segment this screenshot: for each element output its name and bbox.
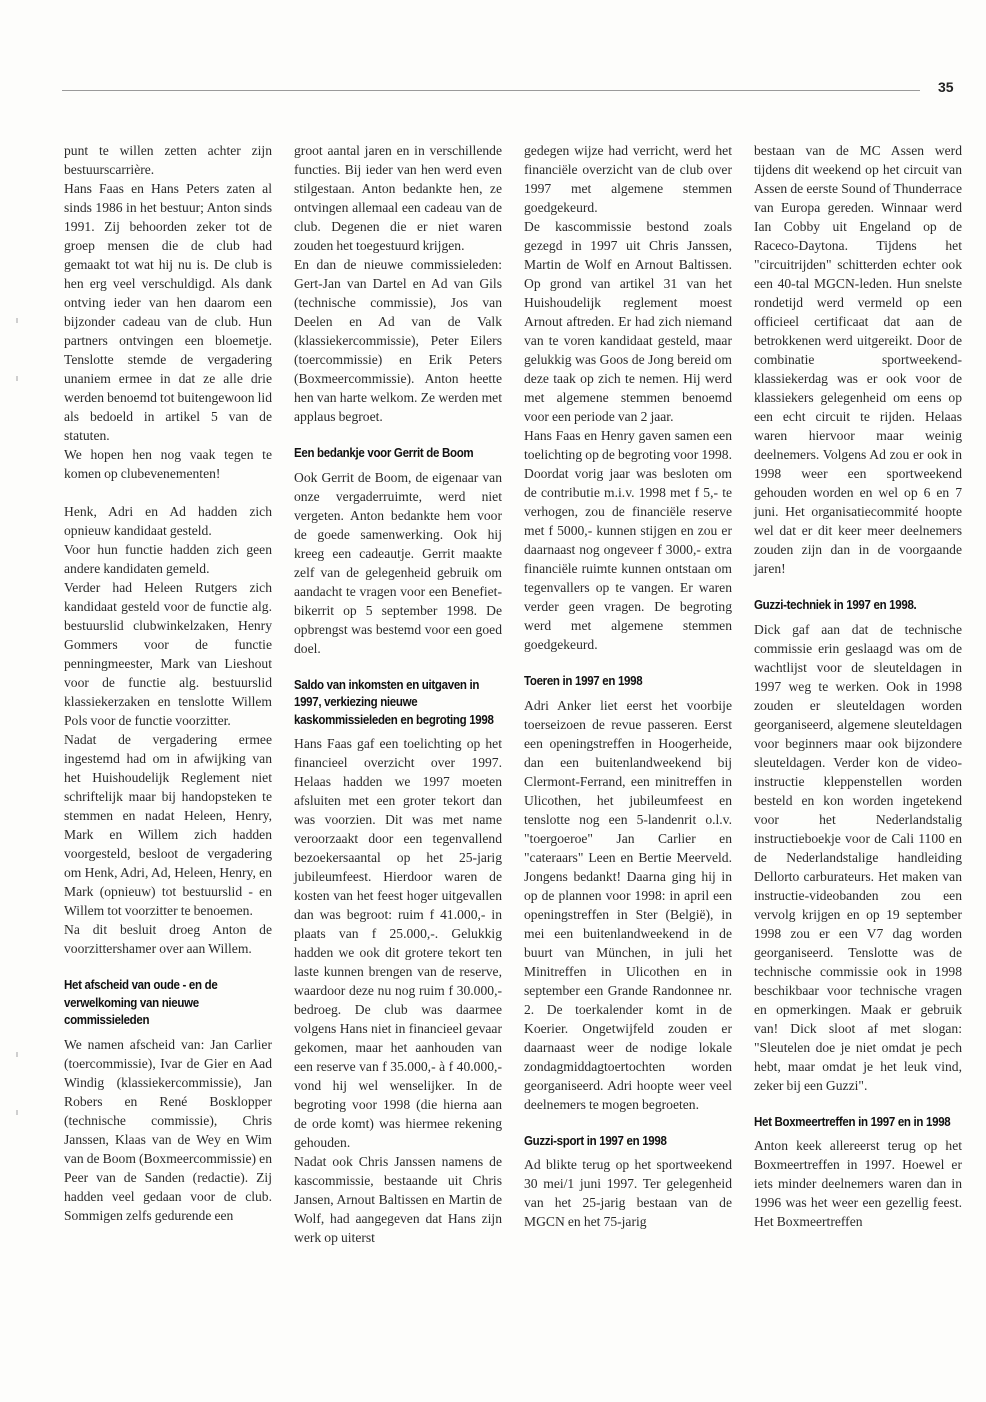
section-heading: Guzzi-sport in 1997 en 1998 <box>524 1132 667 1148</box>
paragraph: Hans Faas en Henry gaven samen een toelichting op de begroting voor 1998. Doordat vorig jaar was besloten om de contributie m.i.v. 1998 met f 5,- te verhogen, zou de financiële reserve met f 5000,- kunnen stijgen en zou er daarnaast nog ongeveer f 3000,- extra financiële ruimte kunnen ontstaan om tegenvallers op te vangen. Er waren verder geen vragen. De begroting werd met algemene stemmen goedgekeurd. <box>524 428 732 652</box>
margin-mark <box>16 1052 18 1057</box>
margin-mark <box>16 318 18 323</box>
paragraph: We hopen hen nog vaak tegen te komen op clubevenementen! <box>64 447 272 481</box>
paragraph: Voor hun functie hadden zich geen andere kandidaten gemeld. <box>64 542 272 576</box>
paragraph: gedegen wijze had verricht, werd het financiële overzicht van de club over 1997 met algemene stemmen goedgekeurd. <box>524 143 732 215</box>
paragraph: Na dit besluit droeg Anton de voorzittershamer over aan Willem. <box>64 922 272 956</box>
section-heading: Guzzi-techniek in 1997 en 1998. <box>754 597 917 612</box>
text-column-3 <box>524 141 732 1231</box>
paragraph: bestaan van de MC Assen werd tijdens dit weekend op het circuit van Assen de eerste Sound of Thunderrace van Europa gereden. Winnaar werd Ian Cobby uit Engeland op de Raceco-Daytona. Tijdens het "circuitrijden" schitterden echter ook een 40-tal MGCN-leden. Hun snelste rondetijd werd vermeld op een officieel certificaat dat aan de betrokkenen werd uitgereikt. Door de combinatie sportweekend-klassiekerdag was er ook voor de klassiekers gelegenheid om eens op een echt circuit te rijden. Helaas waren hiervoor maar weinig deelnemers. Volgens Ad zou er ook in 1998 weer een sportweekend gehouden worden en wel op 6 en 7 juni. Het organisatiecommité hoopte wel dat er dit keer meer deelnemers zouden zijn dan in de voorgaande jaren! <box>754 143 962 576</box>
page-number: 35 <box>938 79 954 95</box>
paragraph: Anton keek allereerst terug op het Boxmeertreffen in 1997. Hoewel er iets minder deelnemers waren dan in 1996 was het weer een gezellig feest. Het Boxmeertreffen <box>754 1138 962 1229</box>
paragraph: Henk, Adri en Ad hadden zich opnieuw kandidaat gesteld. <box>64 504 272 538</box>
paragraph: Nadat ook Chris Janssen namens de kascommissie, bestaande uit Chris Jansen, Arnout Baltissen en Martin de Wolf, had aangegeven dat Hans zijn werk op uiterst <box>294 1154 502 1245</box>
paragraph: We namen afscheid van: Jan Carlier (toercommissie), Ivar de Gier en Aad Windig (klassiekercommissie), Jan Robers en René Bosklopper (technische commissie), Chris Janssen, Klaas van de Wey en Wim van de Boom (Boxmeercommissie) en Peer van de Sanden (redactie). Zij hadden veel gedaan voor de club. Sommigen zelfs gedurende een <box>64 1036 272 1223</box>
section-heading: Het afscheid van oude - en de verwelkoming van nieuwe commissieleden <box>64 977 218 1027</box>
paragraph: Verder had Heleen Rutgers zich kandidaat gesteld voor de functie alg. bestuurslid clubwinkelzaken, Henry Gommers voor de functie penningmeester, Mark van Lieshout voor de functie alg. bestuurslid klassiekerzaken en tenslotte Willem Pols voor de functie voorzitter. <box>64 580 272 728</box>
section-heading: Toeren in 1997 en 1998 <box>524 673 643 688</box>
margin-mark <box>16 1110 18 1115</box>
margin-mark <box>16 376 18 381</box>
paragraph: Hans Faas gaf een toelichting op het financieel overzicht over 1997. Helaas hadden we 1997 moeten afsluiten met een groter tekort dan was voorzien. Dit was met name veroorzaakt door een tegenvallend bezoekersaantal op het 25-jarig jubileumfeest. Hierdoor waren de kosten van het feest hoger uitgevallen dan was begroot: ruim f 41.000,- in plaats van f 25.000,-. Gelukkig hadden we ook dit grotere tekort ten laste kunnen brengen van de reserve, waardoor deze nu nog ruim f 30.000,- bedroeg. De club was daarmee volgens Hans niet in financieel gevaar gekomen, maar het aanhouden van een reserve van f 35.000,- à f 40.000,- vond hij wel wenselijker. In de begroting voor 1998 (die hierna aan de orde komt) was hiermee rekening gehouden. <box>294 736 502 1150</box>
paragraph: punt te willen zetten achter zijn bestuurscarrière. <box>64 143 272 177</box>
section-heading: Het Boxmeertreffen in 1997 en in 1998 <box>754 1113 951 1129</box>
paragraph: En dan de nieuwe commissieleden: Gert-Jan van Dartel en Ad van Gils (technische commissie), Jos van Deelen en Ad van de Valk (klassiekercommissie), Peter Eilers (toercommissie) en Erik Peters (Boxmeercommissie). Anton heette hen van harte welkom. Ze werden met applaus begroet. <box>294 257 502 424</box>
paragraph: groot aantal jaren en in verschillende functies. Bij ieder van hen werd even stilgestaan. Anton bedankte hen, ze ontvingen allemaal een cadeau van de club. Degenen die er niet waren zouden het toegestuurd krijgen. <box>294 143 502 253</box>
section-heading: Een bedankje voor Gerrit de Boom <box>294 445 474 460</box>
header-rule <box>62 90 920 91</box>
paragraph: Dick gaf aan dat de technische commissie erin geslaagd was om de wachtlijst voor de sleuteldagen in 1997 weg te werken. Ook in 1998 zouden er sleuteldagen worden georganiseerd, algemene sleuteldagen voor beginners maar ook bijzondere sleuteldagen. Verder kon de video-instructie kleppenstellen worden besteld en kon worden ingetekend voor het Nederlandstalig instructieboekje voor de Cali 1100 en de Nederlandstalige handleiding Dellorto carburateurs. Het maken van instructie-videobanden zou een vervolg krijgen en op 19 september 1998 zou er een V7 dag worden georganiseerd. Tenslotte was de technische commissie ook in 1998 beschikbaar voor technische vragen en opmerkingen. Maak er gebruik van! Dick sloot af met slogan: "Sleutelen doe je niet omdat je pech hebt, maar omdat je het leuk vind, zeker bij een Guzzi". <box>754 621 962 1093</box>
paragraph: Ook Gerrit de Boom, de eigenaar van onze vergaderruimte, werd niet vergeten. Anton bedankte hem voor de goede samenwerking. Ook hij kreeg een cadeautje. Gerrit maakte zelf van de gelegenheid gebruik om aandacht te vragen voor een Benefiet-bikerrit op 5 september 1998. De opbrengst was bestemd voor een goed doel. <box>294 469 502 656</box>
section-heading: Saldo van inkomsten en uitgaven in 1997, verkiezing nieuwe kaskommissieleden en begroting 1998 <box>294 676 494 727</box>
paragraph: Adri Anker liet eerst het voorbije toerseizoen de revue passeren. Eerst een openingstreffen in Hoogerheide, dan een buitenlandweekend bij Clermont-Ferrand, een minitreffen in Ulicothen, het jubileumfeest en tenslotte nog een 5-landenrit o.l.v. "toergoeroe" Jan Carlier en "cateraars" Leen en Bertie Meerveld. Jongens bedankt! Daarna ging hij in op de plannen voor 1998: in april een openingstreffen in Ster (België), in mei een buitenlandweekend in de buurt van München, in juli het Minitreffen in Ulicothen en in september een Grande Randonnee nr. 2. De toerkalender komt in de Koerier. Ongetwijfeld zouden er daarnaast weer de nodige lokale zondagmiddagtoertochten worden georganiseerd. Adri hoopte weer veel deelnemers te mogen begroeten. <box>524 697 732 1112</box>
paragraph: Ad blikte terug op het sportweekend 30 mei/1 juni 1997. Ter gelegenheid van het 25-jarig bestaan van de MGCN en het 75-jarig <box>524 1157 732 1229</box>
text-column-4 <box>754 141 962 1231</box>
paragraph: Nadat de vergadering ermee ingestemd had om in afwijking van het Huishoudelijk Reglement niet schriftelijk maar bij handopsteken te stemmen en nadat Heleen, Henry, Mark en Willem zich hadden voorgesteld, besloot de vergadering om Henk, Adri, Ad, Heleen, Henry, en Mark (opnieuw) tot bestuurslid - en Willem tot voorzitter te benoemen. <box>64 732 272 918</box>
text-column-2 <box>294 141 502 1247</box>
paragraph: De kascommissie bestond zoals gezegd in 1997 uit Chris Janssen, Martin de Wolf en Arnout Baltissen. Op grond van artikel 31 van het Huishoudelijk reglement moest Arnout aftreden. Er had zich niemand van te voren kandidaat gesteld, maar gelukkig was Goos de Jong bereid om deze taak op zich te nemen. Hij werd met algemene stemmen benoemd voor een periode van 2 jaar. <box>524 219 732 424</box>
text-column-1 <box>64 141 272 1225</box>
paragraph: Hans Faas en Hans Peters zaten al sinds 1986 in het bestuur; Anton sinds 1991. Zij behoorden zeker tot de groep mensen die de club had gemaakt tot wat hij nu is. De club is hen erg veel verschuldigd. Als dank ontving ieder van hen daarom een bijzonder cadeau van de club. Hun partners ontvingen een bloemetje. Tenslotte stemde de vergadering unaniem ermee in dat ze alle drie werden benoemd tot buitengewoon lid als bedoeld in artikel 5 van de statuten. <box>64 181 272 443</box>
